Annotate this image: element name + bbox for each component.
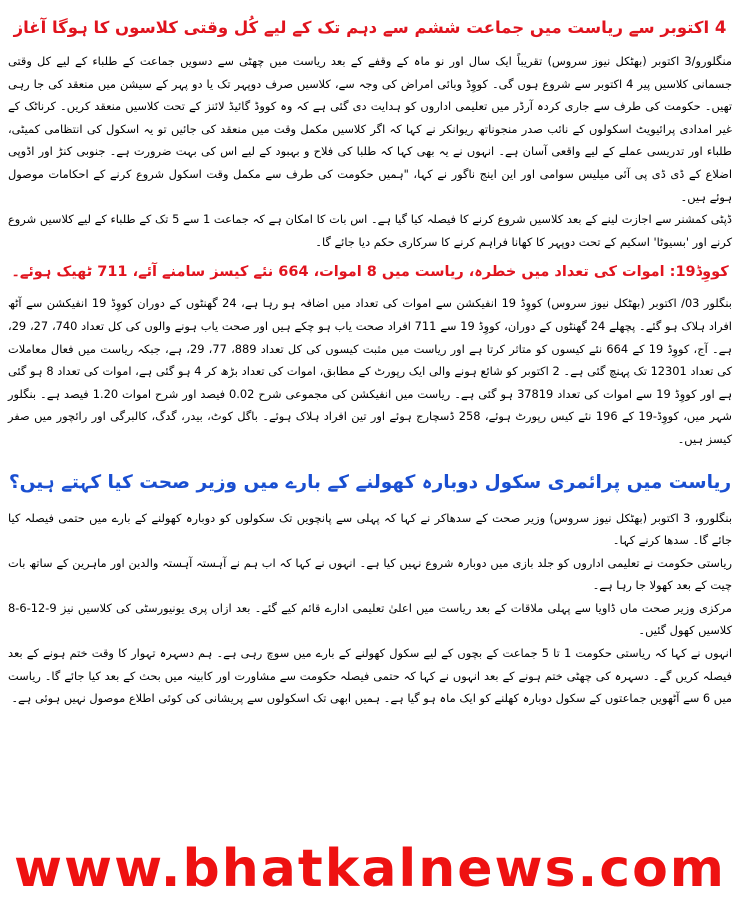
headline-covid-update: کووِڈ19: اموات کی تعداد میں خطرہ، ریاست میں 8 اموات، 664 نئے کیسز سامنے آئے، 711 ٹھیک ہوئے۔	[11, 264, 729, 281]
news-section-primary-schools	[0, 465, 740, 710]
article-paragraph: مرکزی وزیر صحت ماں ڈاویا سے پہلی ملاقات کے بعد ریاست میں اعلیٰ تعلیمی ادارے قائم کیے گئے۔ بعد ازاں پری یونیورسٹی کی کلاسیں نیز 9-12-6-8 کلاسیں کھول گئیں۔	[8, 600, 732, 638]
article-paragraph: انہوں نے کہا کہ ریاستی حکومت 1 تا 5 جماعت کے بچوں کے لیے سکول کھولنے کے بارے میں سوچ رہی ہے۔ ہم دسہرہ تہوار کا وقت ختم ہونے کے بعد فیصلہ کریں گے۔ دسہرہ کی چھٹی ختم ہونے کے بعد انہوں نے کہا کہ حتمی فیصلہ حکومت سے مشاورت اور کابینہ میں بحث کے بعد کیا جائے گا۔ ریاست میں 6 سے آٹھویں جماعتوں کے سکول دوبارہ کھلنے کو ایک ماہ ہو گیا ہے۔ ہمیں ابھی تک اسکولوں سے پریشانی کی کوئی اطلاع موصول نہیں ہوئی ہے۔	[8, 646, 732, 706]
site-url-link[interactable]: www.bhatkalnews.com	[14, 839, 726, 899]
site-footer	[0, 828, 740, 910]
headline-school-full-time: 4 اکتوبر سے ریاست میں جماعت ششم سے دہم تک کے لیے کُل وقتی کلاسوں کا ہوگا آغاز	[13, 18, 727, 37]
article-paragraph: منگلورو/3 اکتوبر (بھٹکل نیوز سروس) تقریباً ایک سال اور نو ماہ کے وقفے کے بعد ریاست میں چھٹی سے دسویں جماعت کے طلباء کے لیے کل وقتی جسمانی کلاسیں پیر 4 اکتوبر سے شروع ہوں گی۔ کووِڈ وبائی امراض کی وجہ سے، کلاسیں صرف دوپہر تک یا دو پہر کے سیشن میں منعقد کی جا رہی تھیں۔ حکومت کی طرف سے جاری کردہ آرڈر میں تعلیمی اداروں کو ہدایت دی گئی ہے کہ وہ کووڈ گائیڈ لائنز کے تحت کلاسیں منعقد کریں۔ کرناٹک کے غیر امدادی پرائیویٹ اسکولوں کے نائب صدر منجوناتھ ریوانکر نے کہا کہ اگر کلاسیں مکمل وقت میں منعقد کی جائیں تو یہ اسکول کی انتظامی کمیٹی، طلباء اور تدریسی عملے کے لیے واقعی آسان ہے۔ انہوں نے یہ بھی کہا کہ طلبا کی فلاح و بہبود کے لیے اس کی بہت ضرورت ہے۔ جنوبی کنڑ اور اڈوپی اضلاع کے ڈی ڈی پی آئی میلیس سوامی اور این اینج ناگور نے کہا، "ہمیں حکومت کی طرف سے مکمل وقت اسکول شروع کرنے کے احکامات موصول ہوئے ہیں۔	[8, 54, 732, 204]
headline-primary-schools: ریاست میں پرائمری سکول دوبارہ کھولنے کے بارے میں وزیر صحت کیا کہتے ہیں؟	[8, 471, 732, 493]
news-page	[0, 10, 740, 910]
article-paragraph: بنگلور 03/ اکتوبر (بھٹکل نیوز سروس) کووِڈ 19 انفیکشن سے اموات کی تعداد میں اضافہ ہو رہا ہے، 24 گھنٹوں کے دوران کووِڈ 19 انفیکشن سے آٹھ افراد ہلاک ہو گئے۔ پچھلے 24 گھنٹوں کے دوران، کووِڈ 19 سے 711 افراد صحت یاب ہو چکے ہیں اور صحت یاب ہونے والوں کی کل تعداد 740، 27، 29، ہے۔ آج، کووِڈ 19 کے 664 نئے کیسوں کو متاثر کرتا ہے اور ریاست میں مثبت کیسوں کی کل تعداد 889، 77، 29، ہے، جبکہ ریاست میں فعال معاملات کی تعداد 12301 تک پہنچ گئی ہے۔ 2 اکتوبر کو شائع ہونے والی ایک رپورٹ کے مطابق، اموات کی تعداد بڑھ کر 4 ہو گئی ہے، اموات کی تعداد 8 ہو گئی ہے اور کووِڈ 19 سے اموات کی تعداد 37819 ہو گئی ہے۔ ریاست میں انفیکشن کی مجموعی شرح 0.02 فیصد اور شرح اموات 1.20 فیصد ہے۔ بنگلور شہر میں، کووِڈ-19 کے 196 نئے کیس رپورٹ ہوئے، 258 ڈسچارج ہوئے اور تین افراد ہلاک ہوئے۔ باگل کوٹ، بیدر، گدگ، کالبرگی اور رائچور میں صفر کیسز ہیں۔	[8, 296, 733, 446]
news-section-covid-update	[0, 255, 740, 450]
article-paragraph: ڈپٹی کمشنر سے اجازت لینے کے بعد کلاسیں شروع کرنے کا فیصلہ کیا گیا ہے۔ اس بات کا امکان ہے کہ جماعت 1 سے 5 تک کے طلباء کے لیے کلاسیں شروع کرنے اور 'بسیوٹا' اسکیم کے تحت دوپہر کا کھانا فراہم کرنے کا سرکاری حکم دیا جائے گا۔	[8, 212, 732, 249]
article-paragraph: بنگلورو، 3 اکتوبر (بھٹکل نیوز سروس) وزیر صحت کے سدھاکر نے کہا کہ پہلی سے پانچویں تک سکولوں کو دوبارہ کھولنے کے بارے میں حتمی فیصلہ کیا جائے گا۔ سدھا کرنے کہا۔	[8, 510, 732, 548]
article-paragraph: ریاستی حکومت نے تعلیمی اداروں کو جلد بازی میں دوبارہ شروع نہیں کیا ہے۔ انہوں نے کہا کہ اب ہم نے آہستہ آہستہ والدین اور ماہرین کے ساتھ بات چیت کے بعد کھولا جا رہا ہے۔	[8, 555, 732, 593]
news-section-school-full-time	[0, 10, 740, 253]
